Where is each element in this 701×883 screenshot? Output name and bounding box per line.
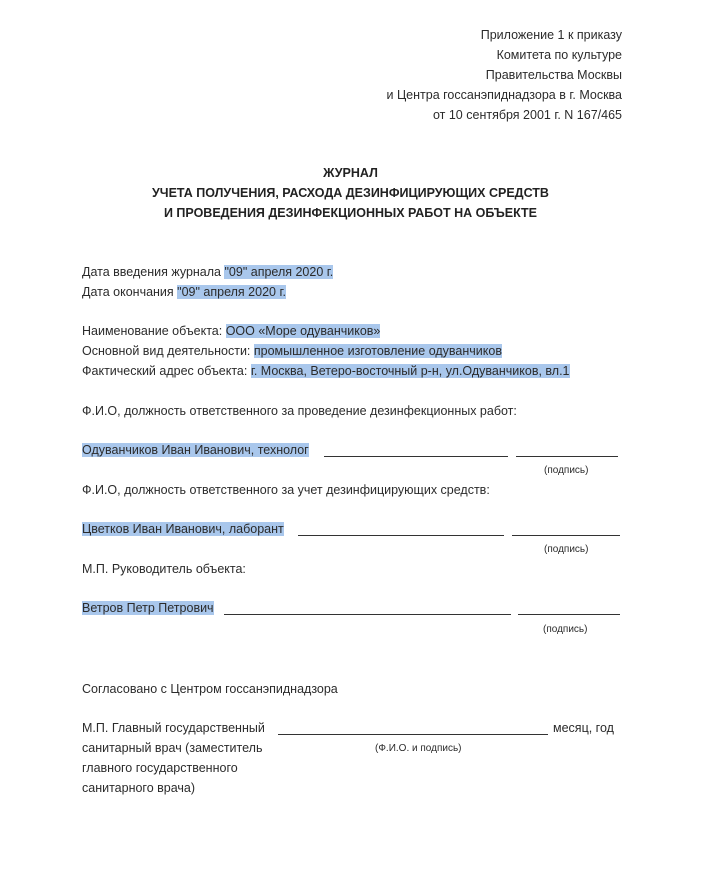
responsible-works-label: Ф.И.О, должность ответственного за проведение дезинфекционных работ: <box>82 404 517 418</box>
head-row <box>82 600 214 616</box>
head-value[interactable]: Ветров Петр Петрович <box>82 601 214 615</box>
title-line-1: ЖУРНАЛ <box>323 166 378 180</box>
head-label: М.П. Руководитель объекта: <box>82 562 246 576</box>
chief-line-3: главного государственного <box>82 761 238 775</box>
end-date-row <box>82 284 286 300</box>
responsible-accounting-signature: (подпись) <box>544 544 589 555</box>
responsible-works-row <box>82 442 309 458</box>
address-row <box>82 363 570 379</box>
object-name-value[interactable]: ООО «Море одуванчиков» <box>225 324 381 338</box>
object-name-row <box>82 323 380 339</box>
header-line-4: и Центра госсанэпиднадзора в г. Москва <box>386 88 622 102</box>
activity-value[interactable]: промышленное изготовление одуванчиков <box>253 344 502 358</box>
header-line-2: Комитета по культуре <box>496 48 622 62</box>
head-signature: (подпись) <box>543 624 588 635</box>
header-line-5: от 10 сентября 2001 г. N 167/465 <box>432 108 622 122</box>
responsible-accounting-label: Ф.И.О, должность ответственного за учет дезинфицирующих средств: <box>82 483 490 497</box>
object-name-label: Наименование объекта: <box>82 324 226 338</box>
title-line-2: УЧЕТА ПОЛУЧЕНИЯ, РАСХОДА ДЕЗИНФИЦИРУЮЩИХ СРЕДСТВ <box>152 186 549 200</box>
responsible-works-line <box>324 456 508 457</box>
responsible-works-signature: (подпись) <box>544 465 589 476</box>
address-label: Фактический адрес объекта: <box>82 364 251 378</box>
activity-label: Основной вид деятельности: <box>82 344 254 358</box>
chief-line-1: М.П. Главный государственный <box>82 721 265 735</box>
responsible-accounting-row <box>82 521 284 537</box>
end-date-label: Дата окончания <box>82 285 178 299</box>
chief-line-4: санитарного врача) <box>82 781 196 795</box>
start-date-label: Дата введения журнала <box>82 265 225 279</box>
header-line-1: Приложение 1 к приказу <box>480 28 622 42</box>
head-line <box>224 614 511 615</box>
end-date-value[interactable]: "09" апреля 2020 г. <box>177 285 286 299</box>
start-date-value[interactable]: "09" апреля 2020 г. <box>224 265 334 279</box>
activity-row <box>82 343 502 359</box>
responsible-accounting-line <box>298 535 504 536</box>
chief-line-2: санитарный врач (заместитель <box>82 741 263 755</box>
header-line-3: Правительства Москвы <box>485 68 622 82</box>
address-value[interactable]: г. Москва, Ветеро-восточный р-н, ул.Одуванчиков, вл.1 <box>250 364 570 378</box>
responsible-works-signature-line <box>516 456 618 457</box>
responsible-works-value[interactable]: Одуванчиков Иван Иванович, технолог <box>82 443 309 457</box>
agreed-text: Согласовано с Центром госсанэпиднадзора <box>82 682 338 696</box>
responsible-accounting-signature-line <box>512 535 620 536</box>
month-year-text: месяц, год <box>553 721 614 735</box>
responsible-accounting-value[interactable]: Цветков Иван Иванович, лаборант <box>82 522 284 536</box>
title-line-3: И ПРОВЕДЕНИЯ ДЕЗИНФЕКЦИОННЫХ РАБОТ НА ОБЪЕКТЕ <box>163 206 538 220</box>
head-signature-line <box>518 614 620 615</box>
chief-fio-signature: (Ф.И.О. и подпись) <box>375 743 462 754</box>
start-date-row <box>82 264 333 280</box>
chief-fio-line <box>278 734 548 735</box>
